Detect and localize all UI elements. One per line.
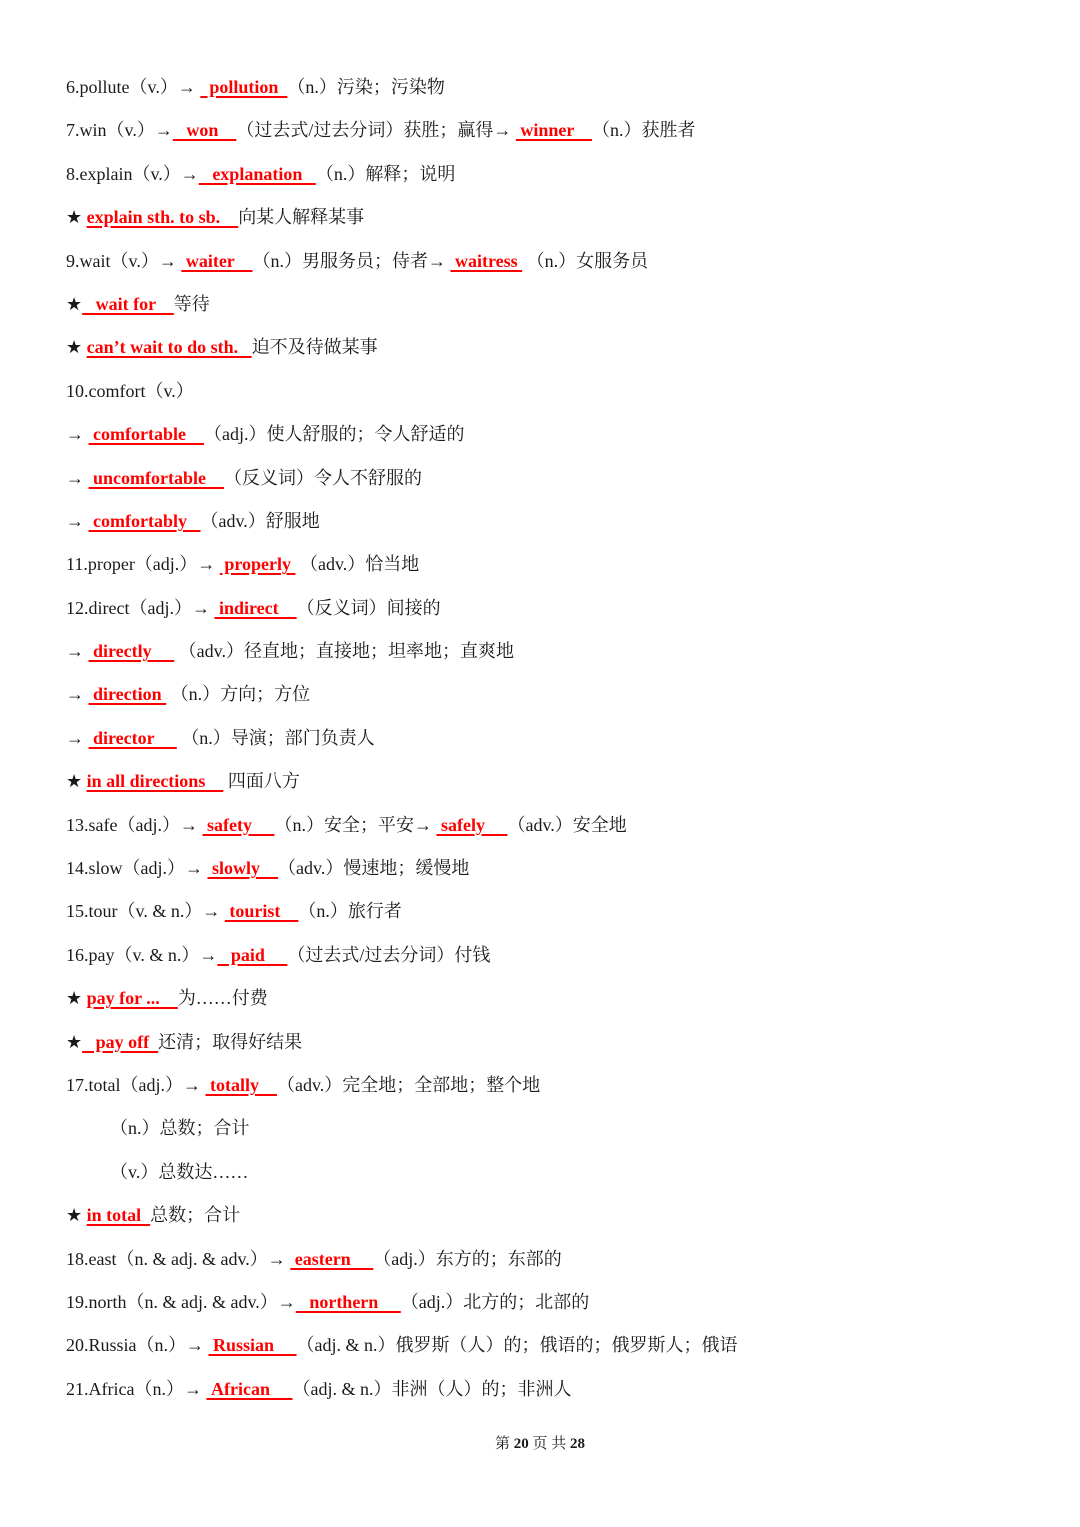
line-text: （adj. & n.）非洲（人）的；非洲人 (292, 1378, 572, 1399)
line-text: → (66, 467, 89, 488)
vocab-line (66, 1107, 1026, 1150)
line-text: （adv.）径直地；直接地；坦率地；直爽地 (174, 641, 514, 662)
vocab-line (66, 1194, 1026, 1237)
vocab-line (66, 196, 1026, 239)
line-text: （n.）导演；部门负责人 (176, 727, 375, 748)
answer-blank: director (88, 727, 177, 748)
answer-blank: slowly (207, 858, 279, 879)
line-text: 17.total（adj.）→ (66, 1074, 206, 1095)
line-text: ★ (66, 207, 87, 228)
answer-blank: in all directions (86, 771, 224, 792)
vocab-line (66, 109, 1026, 152)
answer-blank: waiter (181, 250, 253, 271)
line-text: （v.）总数达…… (110, 1161, 249, 1182)
line-text: 21.Africa（n.）→ (66, 1378, 207, 1399)
line-text: 四面八方 (223, 771, 300, 792)
vocab-line (66, 1151, 1026, 1194)
answer-blank: eastern (290, 1248, 374, 1269)
line-text: （adv.）慢速地；缓慢地 (278, 858, 470, 879)
line-text: （adv.）安全地 (507, 814, 627, 835)
line-text: → (66, 424, 89, 445)
line-text: → (66, 641, 89, 662)
answer-blank: pay off (82, 1031, 159, 1052)
line-text: ★ (66, 1031, 83, 1052)
vocab-line (66, 66, 1026, 109)
line-text: 11.proper（adj.）→ (66, 554, 220, 575)
answer-blank: safety (202, 814, 275, 835)
vocab-line (66, 673, 1026, 716)
vocab-line (66, 543, 1026, 586)
line-text: 15.tour（v. & n.）→ (66, 901, 225, 922)
vocab-line (66, 500, 1026, 543)
answer-blank: totally (205, 1074, 277, 1095)
line-text: （反义词）令人不舒服的 (223, 467, 422, 488)
line-text: 19.north（n. & adj. & adv.）→ (66, 1291, 296, 1312)
line-text: → (66, 510, 89, 531)
line-text: ★ (66, 771, 87, 792)
line-text: 7.win（v.）→ (66, 120, 173, 141)
line-text: ★ (66, 988, 87, 1009)
answer-blank: comfortably (88, 510, 201, 531)
line-text: 16.pay（v. & n.）→ (66, 944, 218, 965)
answer-blank: can’t wait to do sth. (86, 337, 252, 358)
answer-blank: in total (86, 1205, 151, 1226)
line-text: （n.）旅行者 (298, 901, 402, 922)
answer-blank: pay for ... (86, 988, 178, 1009)
line-text: ★ (66, 293, 83, 314)
footer-page-unit: 页 (532, 1436, 548, 1452)
line-text: 还清；取得好结果 (158, 1031, 303, 1052)
line-text: （n.）方向；方位 (166, 684, 311, 705)
answer-blank: explanation (198, 163, 316, 184)
line-text: 等待 (173, 293, 210, 314)
line-text: （adj.）东方的；东部的 (373, 1248, 562, 1269)
line-text: （n.）污染；污染物 (287, 77, 445, 97)
answer-blank: directly (88, 641, 175, 662)
vocab-line (66, 977, 1026, 1020)
line-text: （adv.）完全地；全部地；整个地 (276, 1074, 541, 1095)
vocab-line (66, 804, 1026, 847)
answer-blank: tourist (224, 901, 299, 922)
answer-blank: indirect (214, 597, 297, 618)
line-text: 18.east（n. & adj. & adv.）→ (66, 1248, 291, 1269)
answer-blank: waitress (450, 250, 523, 271)
vocab-line (66, 934, 1026, 977)
answer-blank: properly (219, 554, 296, 575)
answer-blank: African (206, 1378, 293, 1399)
vocab-line (66, 1238, 1026, 1281)
line-text: （n.）获胜者 (592, 120, 696, 141)
vocab-line (66, 1368, 1026, 1411)
vocab-line (66, 630, 1026, 673)
line-text: （adj.）北方的；北部的 (400, 1291, 590, 1312)
line-text: （n.）总数；合计 (110, 1118, 250, 1139)
line-text: 向某人解释某事 (238, 207, 365, 228)
line-text: （n.）女服务员 (522, 250, 649, 271)
line-text: （过去式/过去分词）付钱 (287, 944, 491, 965)
vocab-line (66, 1021, 1026, 1064)
line-text: （adv.）恰当地 (295, 554, 420, 575)
answer-blank: direction (88, 684, 167, 705)
vocabulary-list (66, 66, 1026, 1411)
line-text: → (66, 684, 89, 705)
line-text: 14.slow（adj.）→ (66, 858, 208, 879)
line-text: 为……付费 (177, 988, 268, 1009)
line-text: 12.direct（adj.）→ (66, 597, 215, 618)
line-text: （n.）解释；说明 (315, 163, 456, 184)
vocab-line (66, 717, 1026, 760)
line-text: 13.safe（adj.）→ (66, 814, 203, 835)
vocab-line (66, 153, 1026, 196)
answer-blank: uncomfortable (88, 467, 224, 488)
line-text: ★ (66, 1205, 87, 1226)
line-text: （adv.）舒服地 (200, 510, 320, 531)
answer-blank: explain sth. to sb. (86, 207, 239, 228)
answer-blank: paid (217, 944, 288, 965)
answer-blank: pollution (200, 77, 288, 97)
vocab-line (66, 1281, 1026, 1324)
footer-page-word: 第 (494, 1436, 510, 1452)
answer-blank: Russian (208, 1335, 297, 1356)
line-text: （n.）安全；平安→ (274, 814, 437, 835)
line-text: → (66, 727, 89, 748)
vocab-line (66, 890, 1026, 933)
footer-total-word: 共 (551, 1436, 567, 1452)
answer-blank: won (172, 120, 237, 141)
answer-blank: wait for (82, 293, 174, 314)
answer-blank: winner (515, 120, 593, 141)
line-text: 6.pollute（v.）→ (66, 77, 201, 97)
line-text: ★ (66, 337, 87, 358)
line-text: （n.）男服务员；侍者→ (252, 250, 451, 271)
answer-blank: safely (436, 814, 508, 835)
line-text: 10.comfort（v.） (66, 380, 194, 401)
line-text: 迫不及待做某事 (251, 337, 378, 358)
answer-blank: northern (295, 1291, 401, 1312)
line-text: 8.explain（v.）→ (66, 163, 199, 184)
line-text: （过去式/过去分词）获胜；赢得→ (236, 120, 516, 141)
vocab-line (66, 847, 1026, 890)
line-text: （反义词）间接的 (296, 597, 441, 618)
vocab-line (66, 240, 1026, 283)
line-text: 20.Russia（n.）→ (66, 1335, 209, 1356)
vocab-line (66, 283, 1026, 326)
line-text: 总数；合计 (150, 1205, 241, 1226)
line-text: 9.wait（v.）→ (66, 250, 182, 271)
vocab-line (66, 1064, 1026, 1107)
vocab-line (66, 326, 1026, 369)
answer-blank: comfortable (88, 424, 204, 445)
vocab-line (66, 457, 1026, 500)
vocab-line (66, 587, 1026, 630)
line-text: （adj. & n.）俄罗斯（人）的；俄语的；俄罗斯人；俄语 (296, 1335, 738, 1356)
vocab-line (66, 1324, 1026, 1367)
vocab-line (66, 370, 1026, 413)
footer-page-number: 20 (513, 1436, 529, 1452)
page-footer (0, 1432, 1080, 1453)
vocab-line (66, 760, 1026, 803)
vocab-line (66, 413, 1026, 456)
footer-total-pages: 28 (570, 1436, 586, 1452)
line-text: （adj.）使人舒服的；令人舒适的 (203, 424, 465, 445)
